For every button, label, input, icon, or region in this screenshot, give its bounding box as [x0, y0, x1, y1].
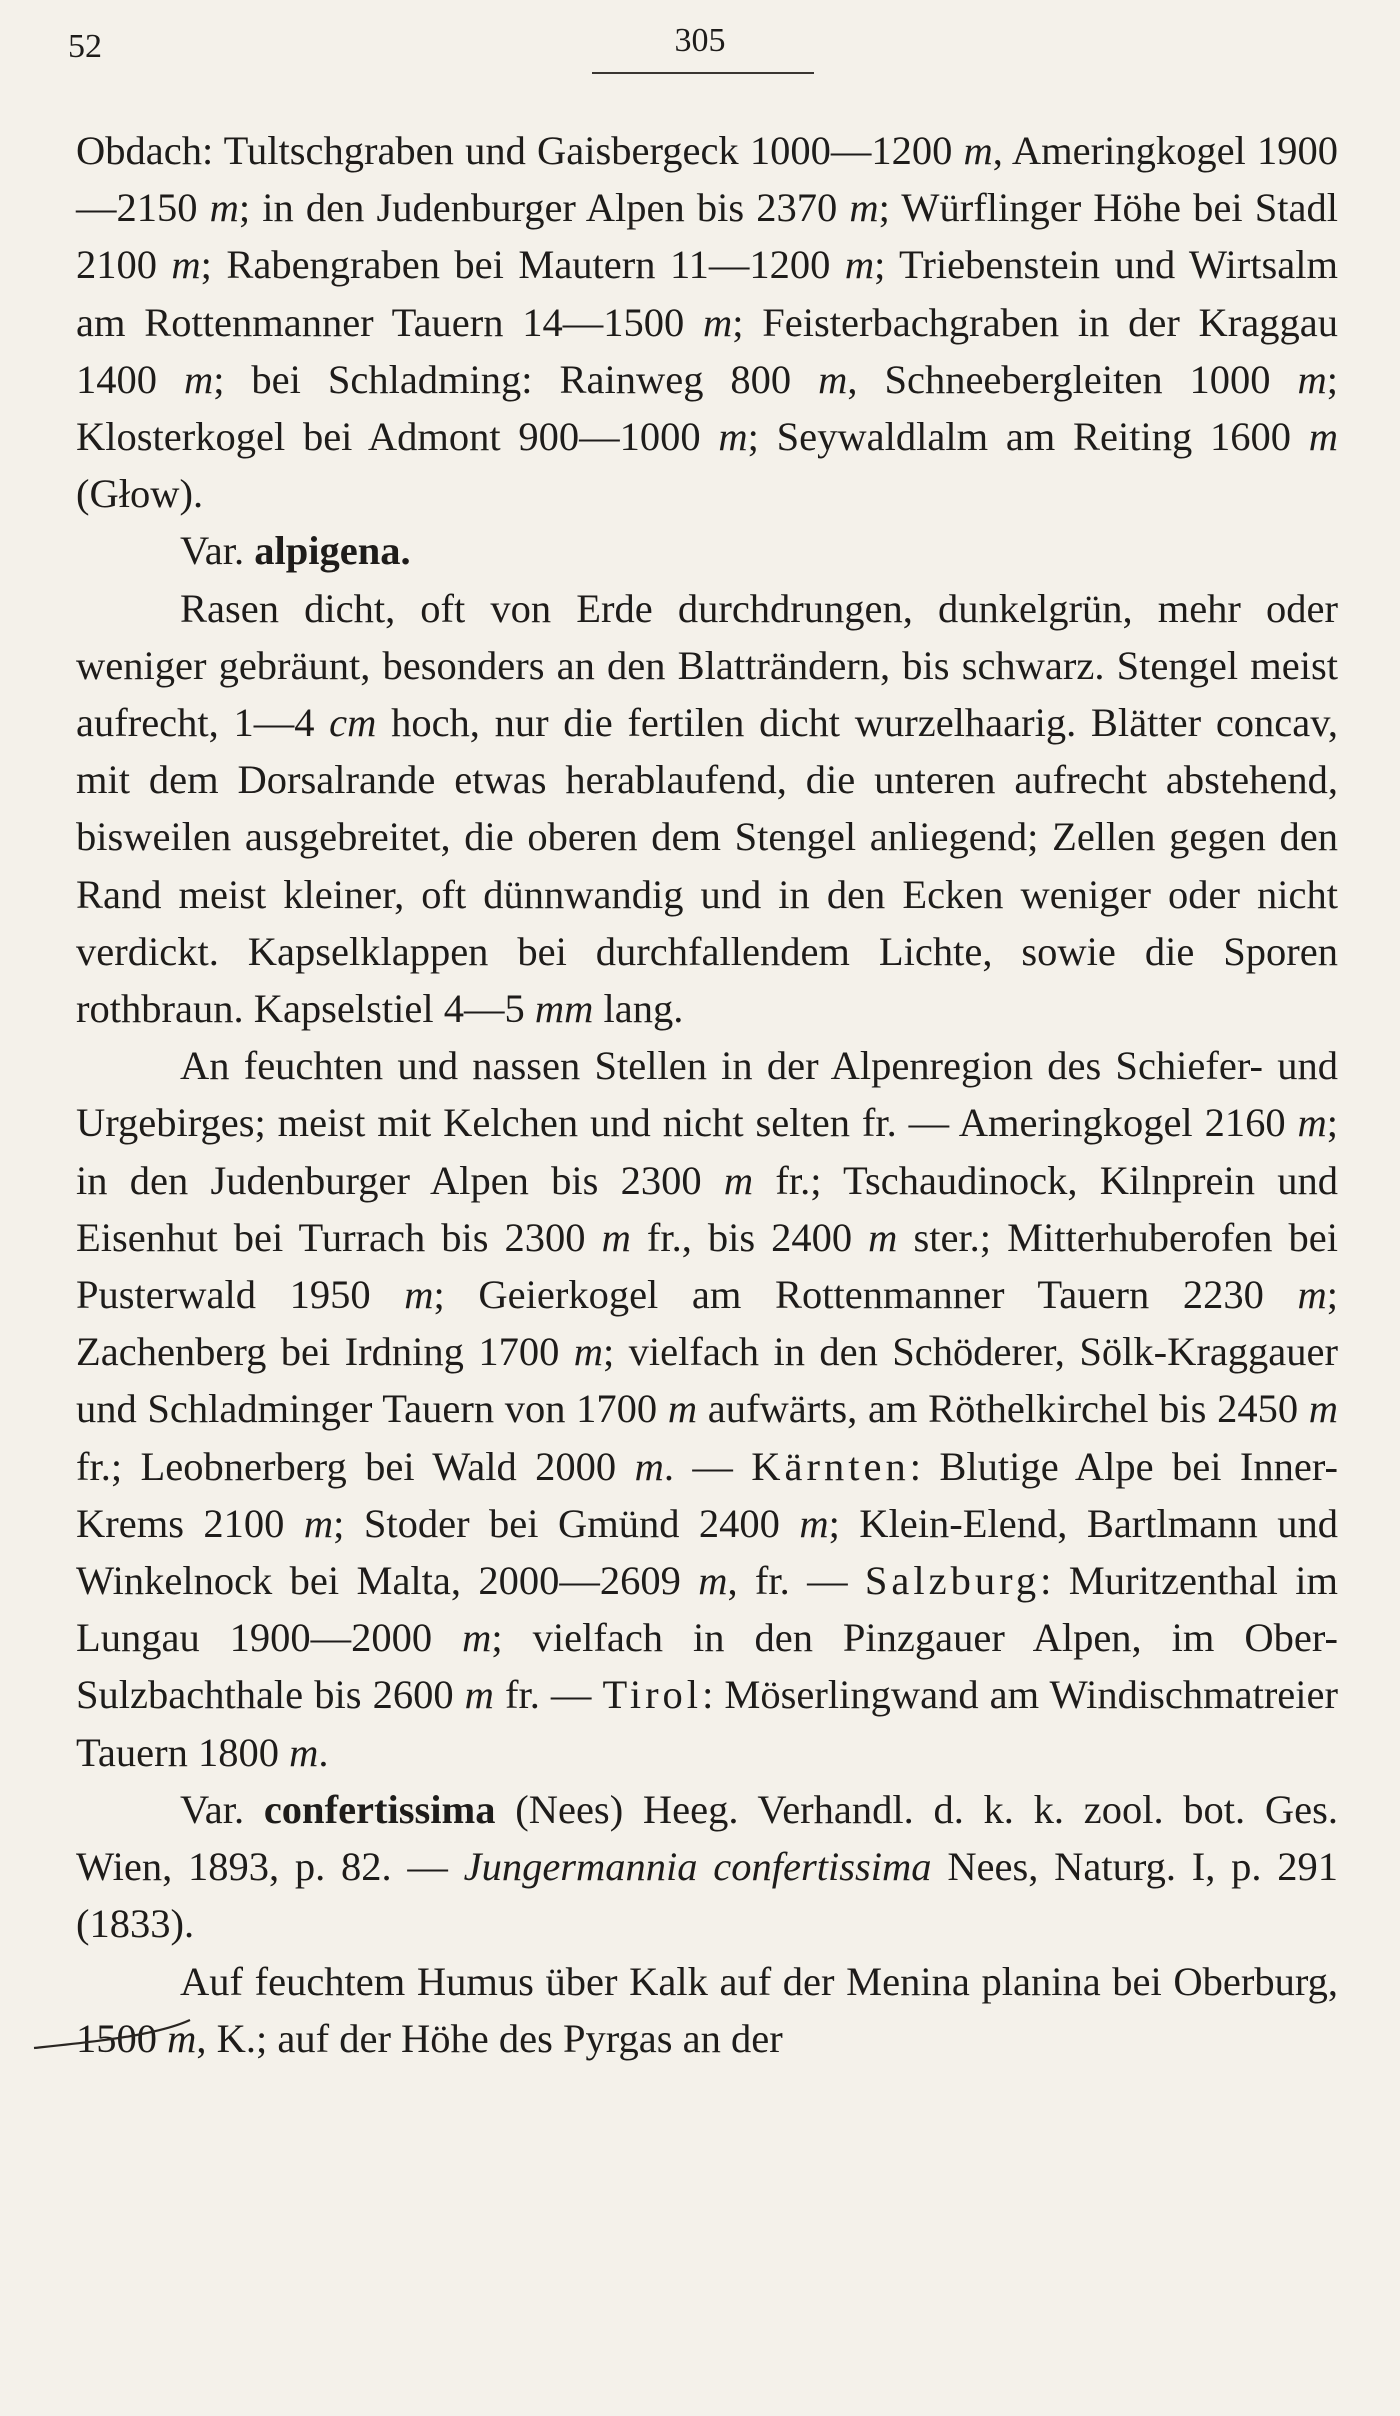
habitat-paragraph: An feuchten und nassen Stellen in der Alpenregion des Schiefer- und Urgebirges; meist mit Kelchen und nicht selten fr. — Ameringkogel 2160 m; in den Judenburger Alpen bis 2300 m fr.; Tschaudinock, Kilnprein und Eisenhut bei Turrach bis 2300 m fr., bis 2400 m ster.; Mitterhuberofen bei Pusterwald 1950 m; Geierkogel am Rottenmanner Tauern 2230 m; Zachenberg bei Irdning 1700 m; vielfach in den Schöderer, Sölk-Kraggauer und Schladminger Tauern von 1700 m aufwärts, am Röthelkirchel bis 2450 m fr.; Leobnerberg bei Wald 2000 m. — Kärnten: Blutige Alpe bei Inner-Krems 2100 m; Stoder bei Gmünd 2400 m; Klein-Elend, Bartlmann und Winkelnock bei Malta, 2000—2609 m, fr. — Salzburg: Muritzenthal im Lungau 1900—2000 m; vielfach in den Pinzgauer Alpen, im Ober-Sulzbachthale bis 2600 m fr. — Tirol: Möserlingwand am Windischmatreier Tauern 1800 m.	[76, 1043, 1339, 1775]
region-karnten: Kärnten	[751, 1443, 910, 1489]
page-number-center: 305	[674, 22, 726, 59]
pencil-mark-icon	[32, 2014, 192, 2054]
variety-paragraph-confertissima: Var. confertissima (Nees) Heeg. Verhandl. d. k. k. zool. bot. Ges. Wien, 1893, p. 82. — Jungermannia confertissima Nees, Naturg. I, p. 291 (1833).	[76, 1786, 1338, 1947]
page-body	[76, 122, 1338, 2067]
locality-paragraph-styria: Obdach: Tultschgraben und Gaisbergeck 1000—1200 m, Ameringkogel 1900—2150 m; in den Judenburger Alpen bis 2370 m; Würflinger Höhe bei Stadl 2100 m; Rabengraben bei Mautern 11—1200 m; Triebenstein und Wirtsalm am Rottenmanner Tauern 14—1500 m; Feisterbachgraben in der Kraggau 1400 m; bei Schladming: Rainweg 800 m, Schneebergleiten 1000 m; Klosterkogel bei Admont 900—1000 m; Seywaldlalm am Reiting 1600 m (Głow).	[76, 128, 1338, 517]
description-paragraph: Rasen dicht, oft von Erde durchdrungen, dunkelgrün, mehr oder weniger gebräunt, besonders an den Blatträndern, bis schwarz. Stengel meist aufrecht, 1—4 cm hoch, nur die fertilen dicht wurzelhaarig. Blätter concav, mit dem Dorsalrande etwas herablaufend, die unteren aufrecht abstehend, bisweilen ausgebreitet, die oberen dem Stengel anliegend; Zellen gegen den Rand meist kleiner, oft dünnwandig und in den Ecken weniger oder nicht verdickt. Kapselklappen bei durchfallendem Lichte, sowie die Sporen rothbraun. Kapselstiel 4—5 mm lang.	[76, 585, 1338, 1032]
header-rule	[592, 72, 814, 74]
page-number-left: 52	[68, 28, 102, 65]
habitat-paragraph-confertissima: Auf feuchtem Humus über Kalk auf der Menina planina bei Oberburg, 1500 m, K.; auf der Höhe des Pyrgas an der	[76, 1958, 1338, 2061]
variety-heading-alpigena: Var. alpigena.	[180, 528, 411, 574]
region-salzburg: Salzburg	[864, 1558, 1041, 1604]
region-tirol: Tirol	[602, 1672, 703, 1718]
